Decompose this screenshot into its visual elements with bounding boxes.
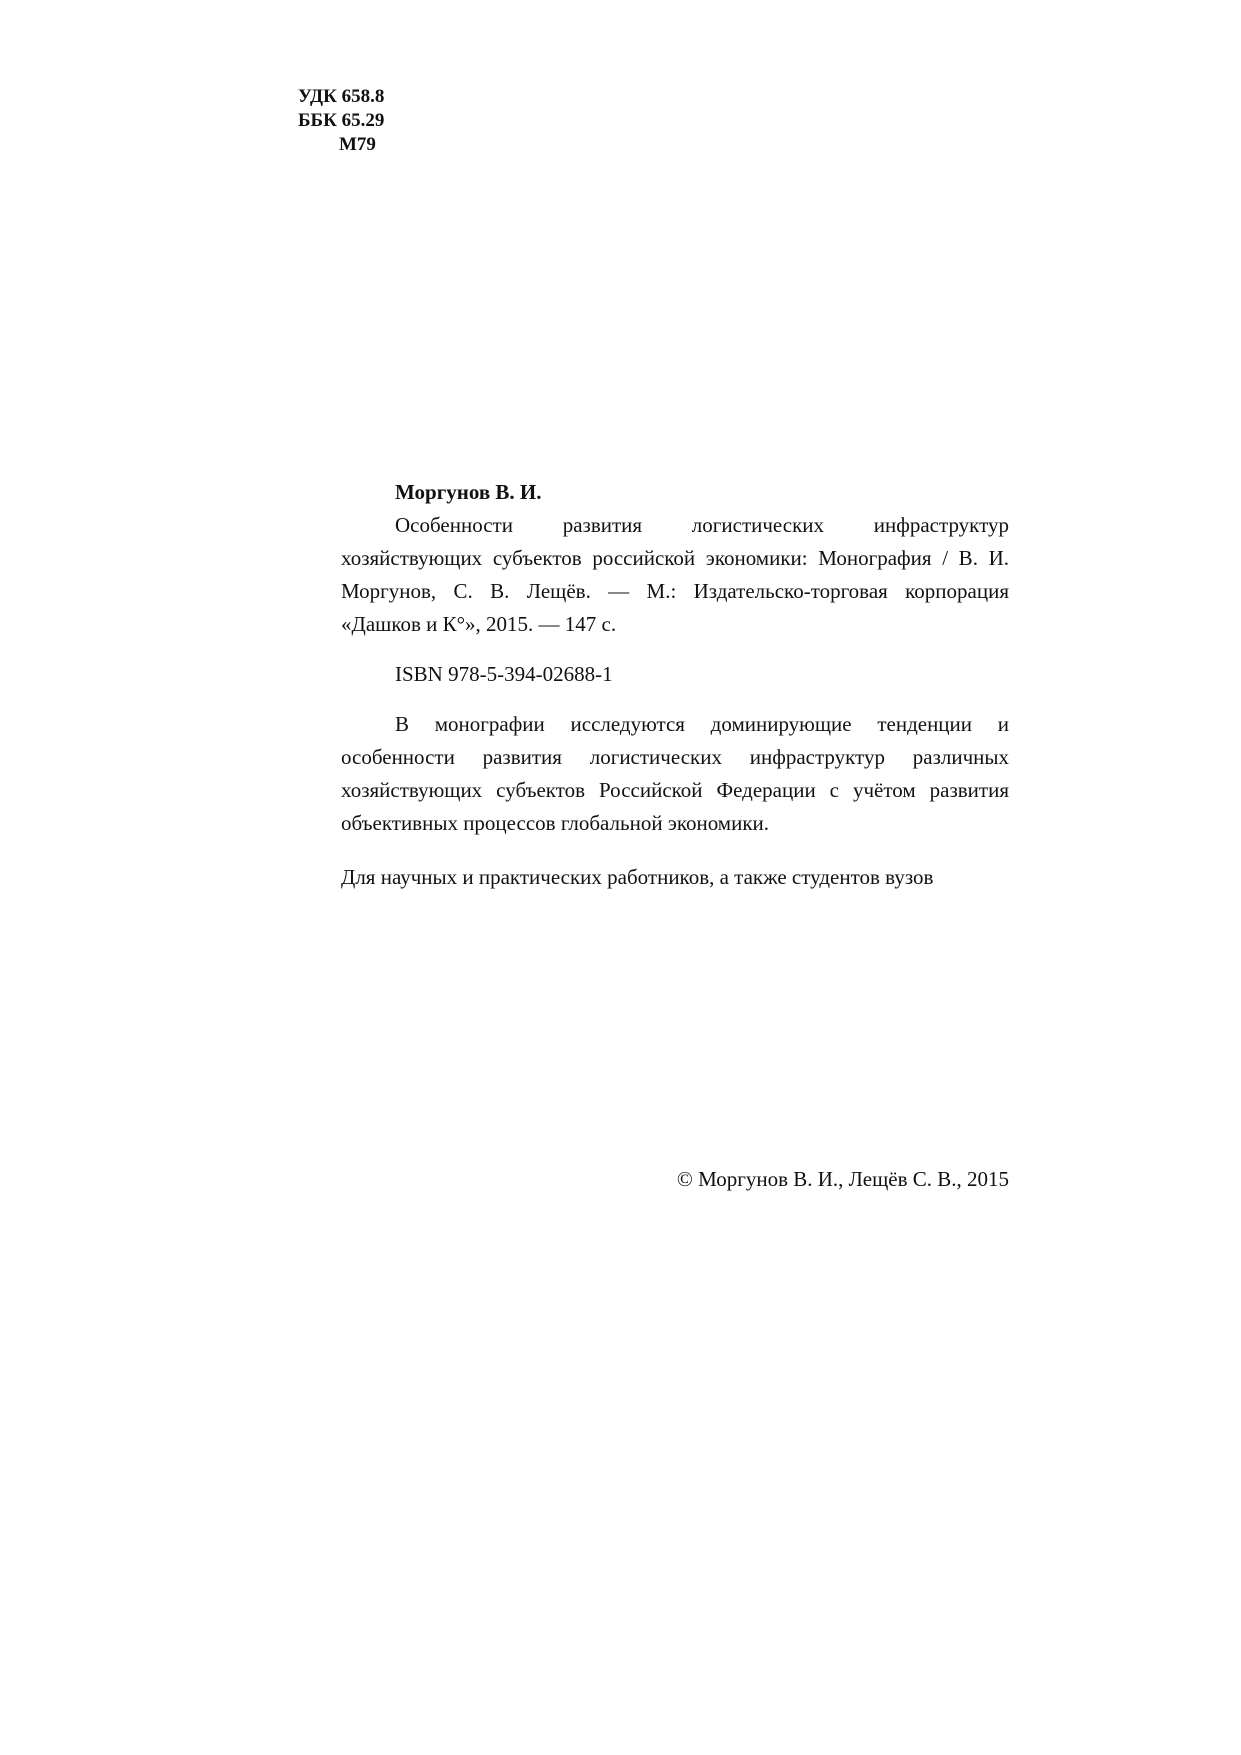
author-heading: Моргунов В. И.	[395, 480, 542, 504]
copyright-notice: © Моргунов В. И., Лещёв С. В., 2015	[676, 1167, 1009, 1191]
bbk-code: ББК 65.29	[298, 110, 385, 131]
author-mark: М79	[339, 134, 376, 155]
isbn: ISBN 978-5-394-02688-1	[395, 662, 613, 686]
classification-block	[298, 85, 384, 157]
audience-note: Для научных и практических работников, а также студентов вузов	[341, 865, 934, 889]
annotation: В монографии исследуются доминирующие тенденции и особенности развития логистических инфраструктур различных хозяйствующих субъектов Российской Федерации с учётом развития объективных процессов глобальной экономики.	[341, 712, 1009, 835]
bibliographic-description: Особенности развития логистических инфраструктур хозяйствующих субъектов российской экономики: Монография / В. И. Моргунов, С. В. Лещёв. — М.: Издательско-торговая корпорация «Дашков и К°», 2015. — 147 с.	[341, 513, 1009, 636]
bibliographic-entry	[341, 476, 1009, 894]
udk-code: УДК 658.8	[298, 86, 385, 107]
